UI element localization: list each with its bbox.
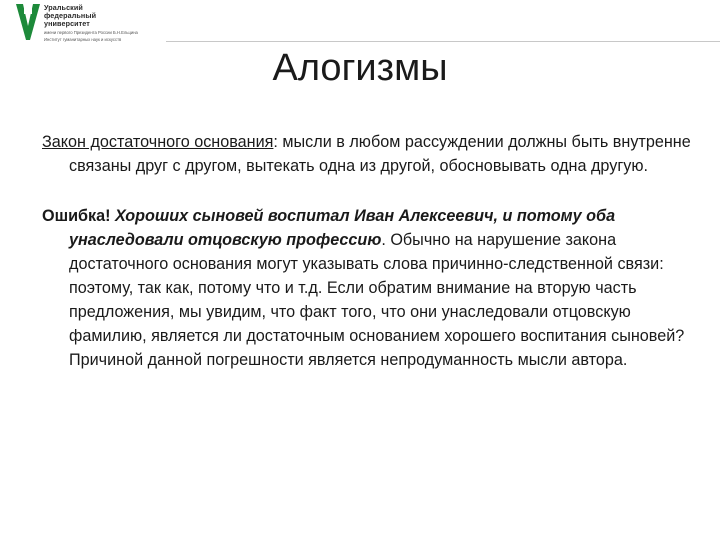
logo-line-3: университет xyxy=(44,19,90,28)
header-divider xyxy=(166,41,720,42)
logo-subtitle-1: имени первого Президента России Б.Н.Ельцина xyxy=(44,30,138,35)
logo-text xyxy=(44,4,164,42)
logo-line-1: Уральский xyxy=(44,3,83,12)
error-example: Хороших сыновей воспитал Иван Алексеевич, и потому оба унаследовали отцовскую профессию xyxy=(69,207,616,249)
law-term: Закон достаточного основания xyxy=(42,133,274,151)
urfu-logo-icon xyxy=(14,2,42,42)
paragraph-error xyxy=(42,204,692,372)
logo-line-2: федеральный xyxy=(44,11,97,20)
logo-subtitle-2: Институт гуманитарных наук и искусств xyxy=(44,37,122,42)
slide-content xyxy=(42,130,692,372)
university-logo xyxy=(14,2,164,44)
slide-title xyxy=(0,44,720,92)
paragraph-law xyxy=(42,130,692,178)
error-label: Ошибка! xyxy=(42,207,111,225)
law-definition: : мысли в любом рассуждении должны быть внутренне связаны друг с другом, вытекать одна из другой, обосновывать одна другую. xyxy=(69,133,691,175)
error-explanation: . Обычно на нарушение закона достаточного основания могут указывать слова причинно-следственной связи: поэтому, так как, потому что и т.д. Если обратим внимание на вторую часть предложения, мы увидим, что факт того, что они унаследовали отцовскую фамилию, является ли достаточным основанием хорошего воспитания сыновей? Причиной данной погрешности является непродуманность мысли автора. xyxy=(69,231,685,369)
slide-title-text: Алогизмы xyxy=(272,47,448,89)
